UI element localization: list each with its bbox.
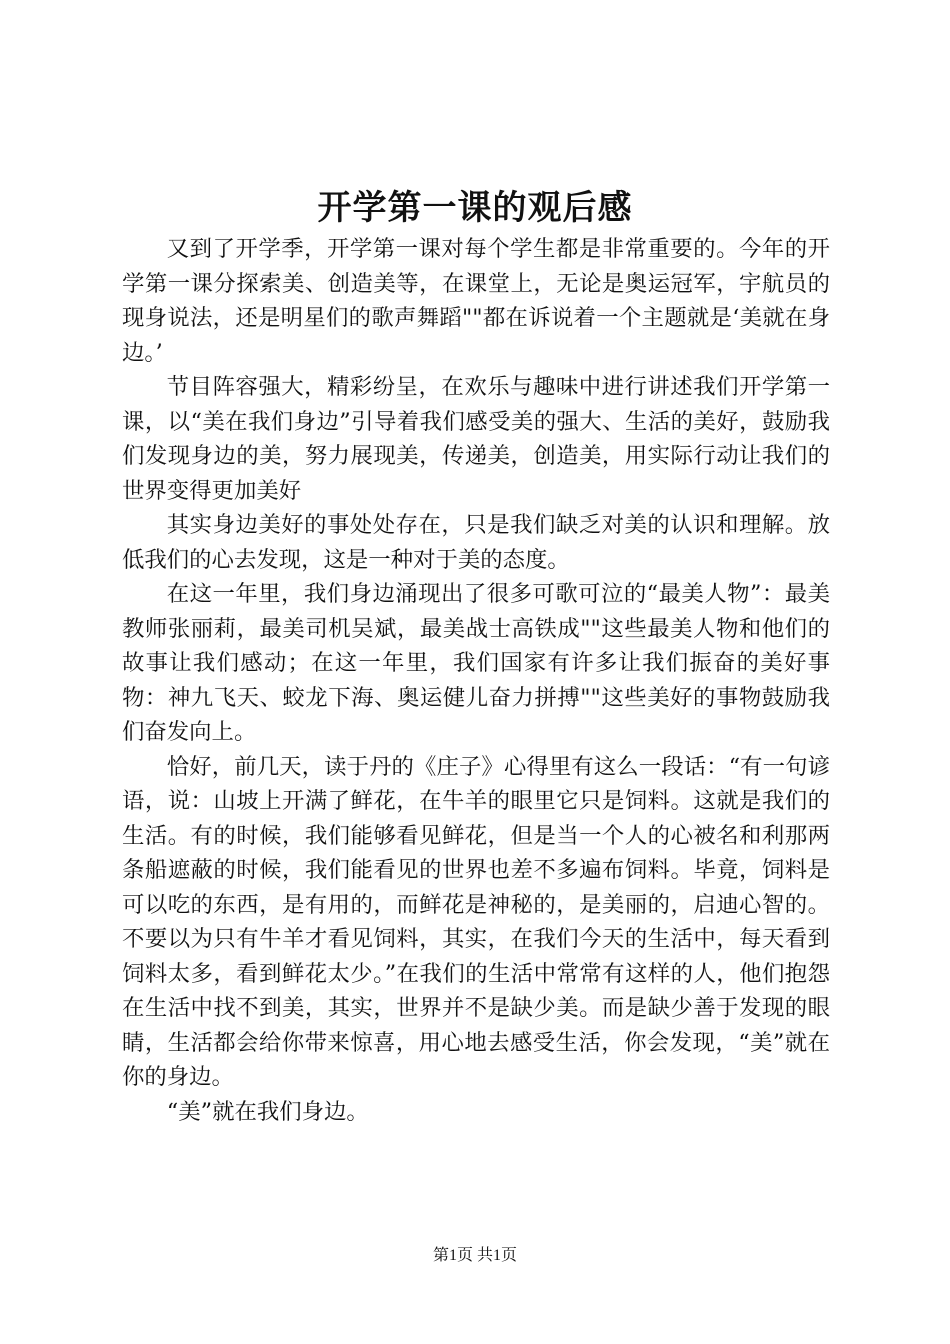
- paragraph-3: 其实身边美好的事处处存在，只是我们缺乏对美的认识和理解。放低我们的心去发现，这是一种对于美的态度。: [122, 512, 830, 573]
- document-body: [122, 232, 830, 1129]
- paragraph-6: “美”就在我们身边。: [166, 1098, 369, 1125]
- paragraph-4: 在这一年里，我们身边涌现出了很多可歌可泣的“最美人物”：最美教师张丽莉，最美司机吴斌，最美战士高铁成""这些最美人物和他们的故事让我们感动；在这一年里，我们国家有许多让我们振奋的美好事物：神九飞天、蛟龙下海、奥运健儿奋力拼搏""这些美好的事物鼓励我们奋发向上。: [122, 581, 830, 745]
- paragraph-2: 节目阵容强大，精彩纷呈，在欢乐与趣味中进行讲述我们开学第一课，以“美在我们身边”引导着我们感受美的强大、生活的美好，鼓励我们发现身边的美，努力展现美，传递美，创造美，用实际行动让我们的世界变得更加美好: [122, 374, 830, 504]
- paragraph-5: 恰好，前几天，读于丹的《庄子》心得里有这么一段话：“有一句谚语，说：山坡上开满了鲜花，在牛羊的眼里它只是饲料。这就是我们的生活。有的时候，我们能够看见鲜花，但是当一个人的心被名和利那两条船遮蔽的时候，我们能看见的世界也差不多遍布饲料。毕竟，饲料是可以吃的东西，是有用的，而鲜花是神秘的，是美丽的，启迪心智的。不要以为只有牛羊才看见饲料，其实，在我们今天的生活中，每天看到饲料太多，看到鲜花太少。”在我们的生活中常常有这样的人，他们抱怨在生活中找不到美，其实，世界并不是缺少美。而是缺少善于发现的眼睛，生活都会给你带来惊喜，用心地去感受生活，你会发现，“美”就在你的身边。: [122, 753, 830, 1090]
- paragraph-1: 又到了开学季，开学第一课对每个学生都是非常重要的。今年的开学第一课分探索美、创造美等，在课堂上，无论是奥运冠军，宇航员的现身说法，还是明星们的歌声舞蹈""都在诉说着一个主题就是‘美就在身边。’: [122, 236, 830, 366]
- page-number-footer: 第1页 共1页: [432, 1247, 517, 1264]
- document-title: 开学第一课的观后感: [317, 188, 633, 228]
